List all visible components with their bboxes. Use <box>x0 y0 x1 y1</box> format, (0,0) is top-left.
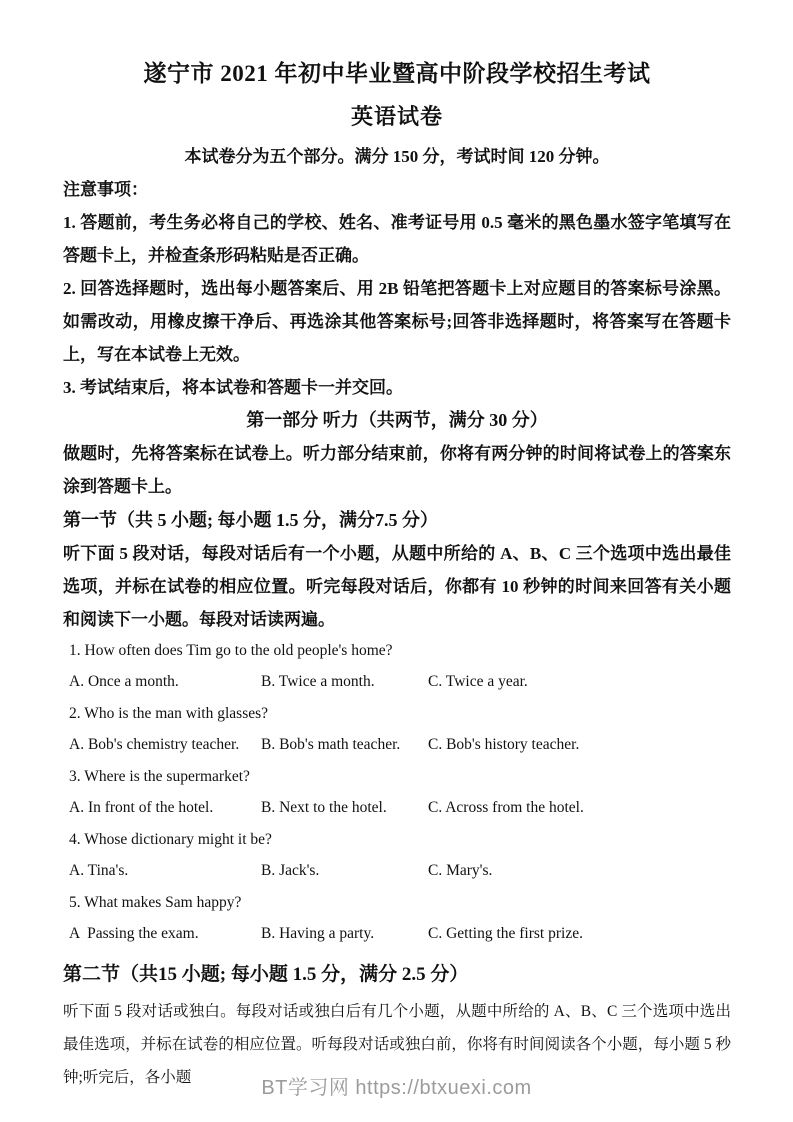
question-3-option-b: B. Next to the hotel. <box>261 799 387 816</box>
question-3-text: 3. Where is the supermarket? <box>69 768 250 785</box>
question-1-option-c: C. Twice a year. <box>428 673 528 690</box>
section2-heading: 第二节（共15 小题; 每小题 1.5 分，满分 2.5 分） <box>63 964 469 985</box>
part1-heading: 第一部分 听力（共两节，满分 30 分） <box>246 410 548 430</box>
notice-item-2: 2. 回答选择题时，选出每小题答案后、用 2B 铅笔把答题卡上对应题目的答案标号涂黑。如需改动，用橡皮擦干净后、再选涂其他答案标号;回答非选择题时，将答案写在答题卡上，写在本试卷上无效。 <box>63 279 731 364</box>
question-1-options <box>69 673 731 690</box>
question-1-option-a: A. Once a month. <box>69 673 179 690</box>
question-5-option-b: B. Having a party. <box>261 925 375 942</box>
question-2-option-b: B. Bob's math teacher. <box>261 736 401 753</box>
watermark-footer: BT学习网 https://btxuexi.com <box>261 1077 532 1099</box>
exam-summary: 本试卷分为五个部分。满分 150 分，考试时间 120 分钟。 <box>184 147 610 166</box>
question-2-option-a: A. Bob's chemistry teacher. <box>69 736 240 753</box>
question-2-options <box>69 736 731 753</box>
question-5-option-a: A Passing the exam. <box>69 925 199 942</box>
question-5-options <box>69 925 731 942</box>
question-2-text: 2. Who is the man with glasses? <box>69 705 269 722</box>
listening-questions <box>63 642 731 942</box>
question-4-options <box>69 862 731 879</box>
question-4-option-c: C. Mary's. <box>428 862 493 879</box>
question-5-option-c: C. Getting the first prize. <box>428 925 583 942</box>
exam-title: 遂宁市 2021 年初中毕业暨高中阶段学校招生考试 <box>143 61 651 86</box>
question-4-option-b: B. Jack's. <box>261 862 320 879</box>
question-4-option-a: A. Tina's. <box>69 862 129 879</box>
question-3-options <box>69 799 731 816</box>
question-3-option-a: A. In front of the hotel. <box>69 799 214 816</box>
question-3-option-c: C. Across from the hotel. <box>428 799 584 816</box>
question-1-option-b: B. Twice a month. <box>261 673 375 690</box>
section1-instruction: 听下面 5 段对话，每段对话后有一个小题，从题中所给的 A、B、C 三个选项中选出最佳选项，并标在试卷的相应位置。听完每段对话后，你都有 10 秒钟的时间来回答有关小题和阅读下一小题。每段对话读两遍。 <box>63 544 731 629</box>
exam-subtitle: 英语试卷 <box>350 104 443 129</box>
section2-instruction: 听下面 5 段对话或独白。每段对话或独白后有几个小题，从题中所给的 A、B、C 三个选项中选出最佳选项，并标在试卷的相应位置。听每段对话或独白前，你将有时间阅读各个小题，每小题 5 秒钟;听完后，各小题 <box>63 1003 731 1086</box>
notice-heading: 注意事项： <box>63 180 148 199</box>
question-1-text: 1. How often does Tim go to the old people's home? <box>69 642 393 659</box>
notice-item-1: 1. 答题前，考生务必将自己的学校、姓名、准考证号用 0.5 毫米的黑色墨水签字笔填写在答题卡上，并检查条形码粘贴是否正确。 <box>63 213 731 265</box>
question-5-text: 5. What makes Sam happy? <box>69 894 242 911</box>
part1-note: 做题时，先将答案标在试卷上。听力部分结束前，你将有两分钟的时间将试卷上的答案东涂到答题卡上。 <box>63 444 731 496</box>
question-2-option-c: C. Bob's history teacher. <box>428 736 580 753</box>
notice-item-3: 3. 考试结束后，将本试卷和答题卡一并交回。 <box>63 378 403 397</box>
section1-heading: 第一节（共 5 小题; 每小题 1.5 分，满分7.5 分） <box>63 510 438 530</box>
question-4-text: 4. Whose dictionary might it be? <box>69 831 272 848</box>
